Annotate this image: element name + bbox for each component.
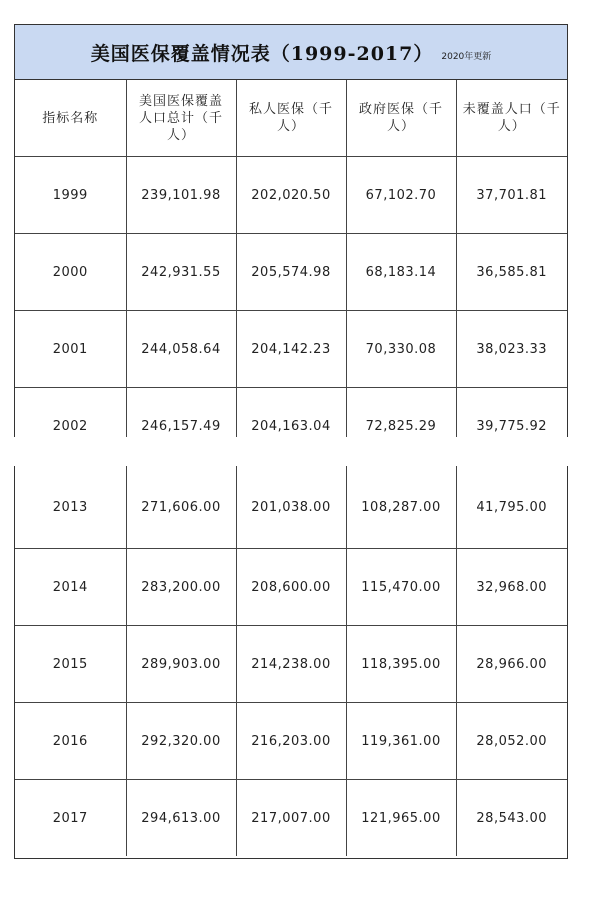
year-cell: 1999 — [15, 157, 126, 234]
total-covered-cell: 294,613.00 — [126, 780, 236, 857]
column-header: 未覆盖人口（千人） — [456, 80, 567, 157]
year-cell: 2015 — [15, 626, 126, 703]
table-row — [15, 388, 567, 438]
private-insurance-cell: 201,038.00 — [236, 466, 346, 549]
column-header: 美国医保覆盖人口总计（千人） — [126, 80, 236, 157]
private-insurance-cell: 204,163.04 — [236, 388, 346, 438]
government-insurance-cell: 119,361.00 — [346, 703, 456, 780]
data-table-bottom — [15, 466, 567, 856]
table-row — [15, 549, 567, 626]
year-cell: 2000 — [15, 234, 126, 311]
table-row — [15, 780, 567, 857]
table-row — [15, 311, 567, 388]
uninsured-cell: 28,543.00 — [456, 780, 567, 857]
uninsured-cell: 37,701.81 — [456, 157, 567, 234]
year-cell: 2001 — [15, 311, 126, 388]
year-cell: 2016 — [15, 703, 126, 780]
private-insurance-cell: 214,238.00 — [236, 626, 346, 703]
private-insurance-cell: 202,020.50 — [236, 157, 346, 234]
uninsured-cell: 41,795.00 — [456, 466, 567, 549]
column-header: 私人医保（千人） — [236, 80, 346, 157]
government-insurance-cell: 68,183.14 — [346, 234, 456, 311]
total-covered-cell: 239,101.98 — [126, 157, 236, 234]
table-title-bar — [15, 25, 567, 80]
government-insurance-cell: 108,287.00 — [346, 466, 456, 549]
table-row — [15, 234, 567, 311]
year-cell: 2017 — [15, 780, 126, 857]
government-insurance-cell: 121,965.00 — [346, 780, 456, 857]
government-insurance-cell: 67,102.70 — [346, 157, 456, 234]
government-insurance-cell: 70,330.08 — [346, 311, 456, 388]
total-covered-cell: 283,200.00 — [126, 549, 236, 626]
private-insurance-cell: 204,142.23 — [236, 311, 346, 388]
total-covered-cell: 271,606.00 — [126, 466, 236, 549]
uninsured-cell: 32,968.00 — [456, 549, 567, 626]
total-covered-cell: 292,320.00 — [126, 703, 236, 780]
year-cell: 2014 — [15, 549, 126, 626]
uninsured-cell: 28,966.00 — [456, 626, 567, 703]
private-insurance-cell: 205,574.98 — [236, 234, 346, 311]
table-title: 美国医保覆盖情况表（1999-2017） — [90, 42, 434, 65]
table-row — [15, 466, 567, 549]
update-note: 2020年更新 — [441, 51, 492, 62]
total-covered-cell: 242,931.55 — [126, 234, 236, 311]
table-row — [15, 157, 567, 234]
table-top-section — [14, 24, 568, 437]
uninsured-cell: 28,052.00 — [456, 703, 567, 780]
table-bottom-section — [14, 466, 568, 859]
private-insurance-cell: 217,007.00 — [236, 780, 346, 857]
uninsured-cell: 39,775.92 — [456, 388, 567, 438]
column-header: 指标名称 — [15, 80, 126, 157]
total-covered-cell: 246,157.49 — [126, 388, 236, 438]
government-insurance-cell: 118,395.00 — [346, 626, 456, 703]
uninsured-cell: 38,023.33 — [456, 311, 567, 388]
table-row — [15, 703, 567, 780]
header-row — [15, 80, 567, 157]
government-insurance-cell: 115,470.00 — [346, 549, 456, 626]
year-cell: 2013 — [15, 466, 126, 549]
total-covered-cell: 289,903.00 — [126, 626, 236, 703]
section-gap — [0, 437, 616, 465]
data-table-top — [15, 80, 567, 437]
year-cell: 2002 — [15, 388, 126, 438]
government-insurance-cell: 72,825.29 — [346, 388, 456, 438]
uninsured-cell: 36,585.81 — [456, 234, 567, 311]
private-insurance-cell: 208,600.00 — [236, 549, 346, 626]
private-insurance-cell: 216,203.00 — [236, 703, 346, 780]
total-covered-cell: 244,058.64 — [126, 311, 236, 388]
table-row — [15, 626, 567, 703]
column-header: 政府医保（千人） — [346, 80, 456, 157]
